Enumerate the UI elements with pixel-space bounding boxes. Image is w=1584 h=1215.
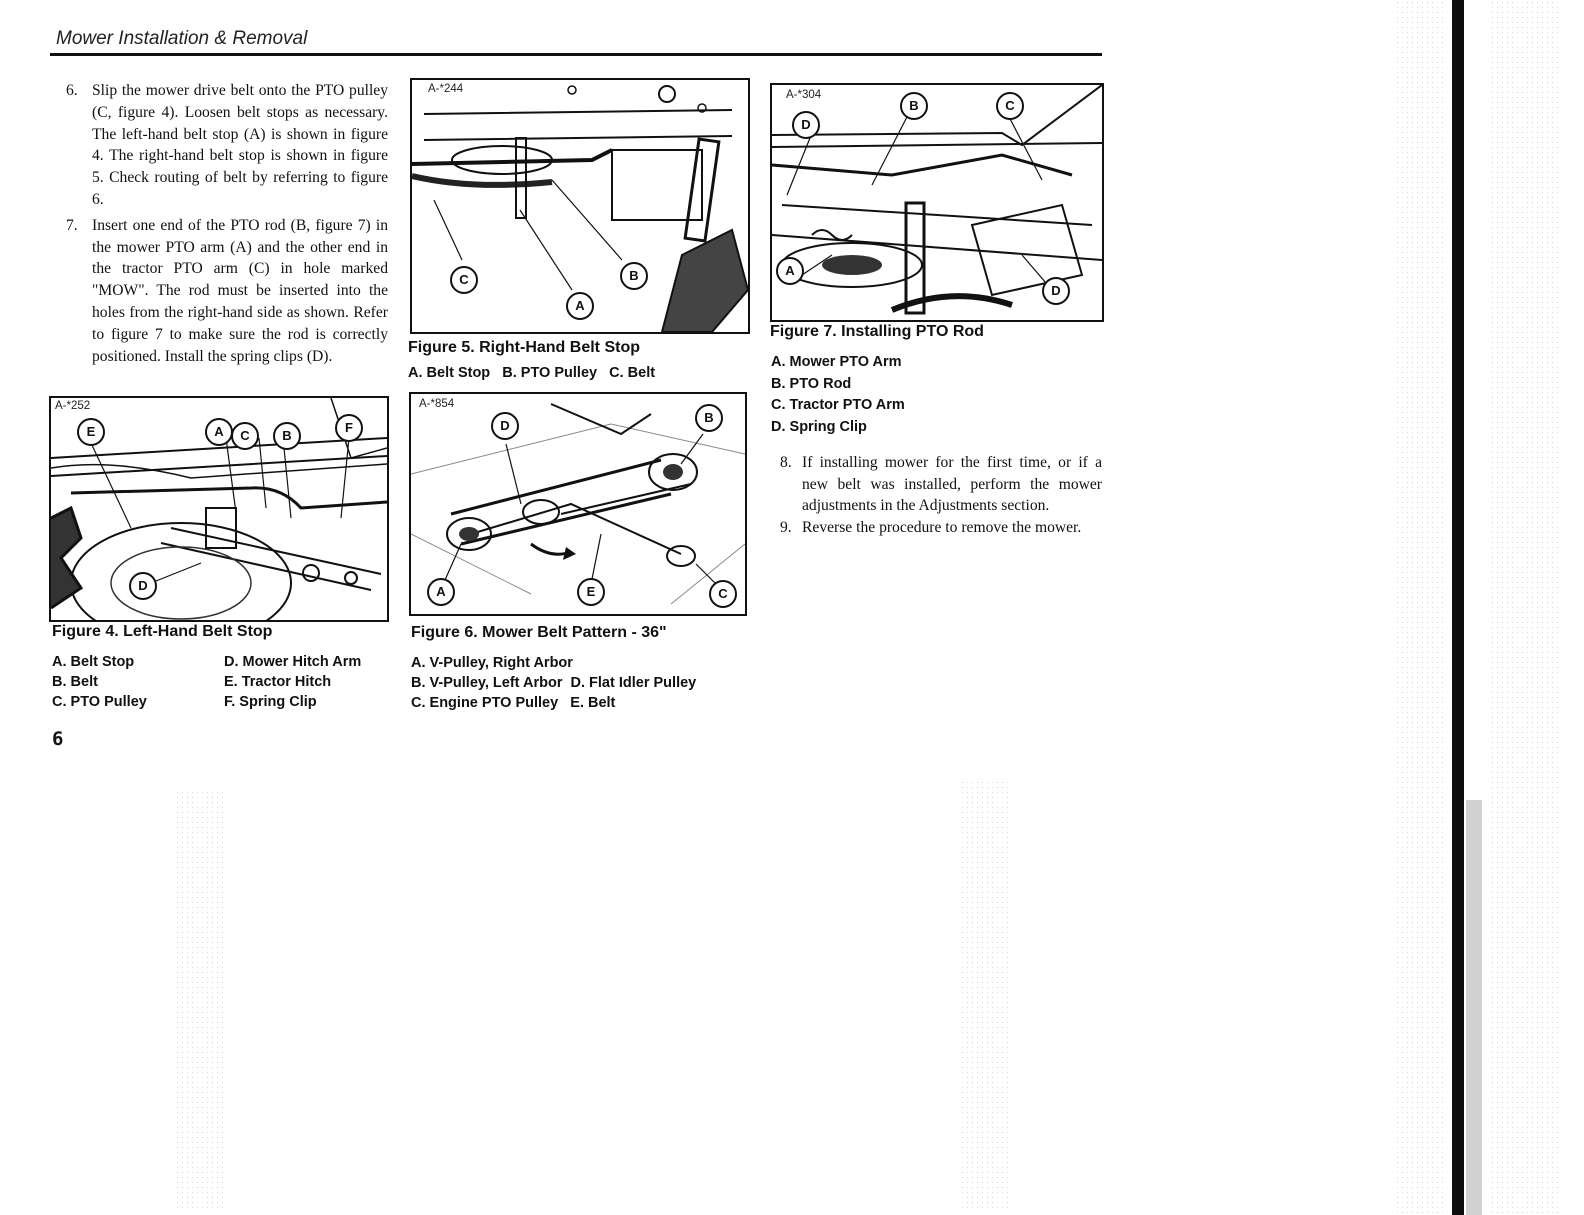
step-text: If installing mower for the first time, or if a new belt was installed, perform the mower adjustments in the Adjustments section. [802,454,1102,514]
figure-7-caption: Figure 7. Installing PTO Rod [770,323,984,340]
step-item [780,452,1102,517]
figure-4-legend-col2 [224,652,361,712]
figure-6-illustration [409,392,747,616]
scan-noise [175,790,225,1210]
step-number: 7. [66,216,78,234]
legend-item: A. Belt Stop [52,654,135,670]
legend-item: C. PTO Pulley [52,694,147,710]
step-item [780,517,1102,539]
figure-5-callout-a: A [566,292,594,320]
figure-4-legend-col1 [52,652,147,712]
steps-list-left [66,80,388,371]
legend-item: B. Belt [52,674,98,690]
step-text: Slip the mower drive belt onto the PTO pulley (C, figure 4). Loosen belt stops as necessary. The left-hand belt stop (A) is shown in figure 4. The right-hand belt stop is shown in figure 5. Check routing of belt by referring to figure 6. [92,82,388,208]
legend-item: F. Spring Clip [224,694,317,710]
scan-noise [960,780,1010,1210]
figure-7-callout-d-top: D [792,111,820,139]
step-item [66,80,388,211]
figure-4-callout-f: F [335,414,363,442]
figure-4-callout-c: C [231,422,259,450]
legend-item: A. V-Pulley, Right Arbor [411,655,573,671]
figure-6-caption: Figure 6. Mower Belt Pattern - 36" [411,624,667,641]
figure-4-callout-a: A [205,418,233,446]
legend-item: B. V-Pulley, Left Arbor D. Flat Idler Pulley [411,675,697,691]
figure-6-callout-e: E [577,578,605,606]
figure-5-id: A-*244 [428,83,464,95]
figure-7-callout-d-bottom: D [1042,277,1070,305]
figure-7-callout-a: A [776,257,804,285]
figure-7-id: A-*304 [786,89,822,101]
scan-noise [1490,0,1560,1215]
scan-binding-edge [1452,0,1464,1215]
step-text: Insert one end of the PTO rod (B, figure 7) in the mower PTO arm (A) and the other end in the tractor PTO arm (C) in hole marked "MOW". The rod must be inserted into the holes from the right-hand side as shown. Refer to figure 7 to make sure the rod is correctly positioned. Install the spring clips (D). [92,216,388,365]
figure-5-callout-c: C [450,266,478,294]
figure-6-legend [411,653,696,713]
legend-item: C. Tractor PTO Arm [771,397,905,413]
step-number: 9. [780,518,792,536]
legend-item: E. Tractor Hitch [224,674,332,690]
figure-5-caption: Figure 5. Right-Hand Belt Stop [408,339,640,356]
figure-6-callout-d: D [491,412,519,440]
figure-7-legend [771,352,905,438]
page-number: 6 [52,728,64,750]
section-header: Mower Installation & Removal [56,28,308,49]
figure-7-callout-c: C [996,92,1024,120]
figure-7-illustration [770,83,1104,322]
step-text: Reverse the procedure to remove the mower. [802,518,1082,536]
figure-6-callout-c: C [709,580,737,608]
step-item [66,215,388,368]
figure-5-callout-b: B [620,262,648,290]
legend-item: C. Engine PTO Pulley E. Belt [411,695,616,711]
figure-4-illustration [49,396,389,622]
legend-item: D. Spring Clip [771,418,867,435]
scan-edge-shading [1466,800,1482,1215]
steps-list-right [780,452,1102,538]
legend-item: A. Mower PTO Arm [771,354,902,370]
figure-6-id: A-*854 [419,398,455,410]
figure-6-callout-b: B [695,404,723,432]
figure-5-illustration [410,78,750,334]
figure-6-callout-a: A [427,578,455,606]
figure-6-drawing [411,394,745,614]
figure-7-callout-b: B [900,92,928,120]
header-rule [50,53,1102,56]
legend-item: B. PTO Rod [771,375,852,392]
figure-5-legend: A. Belt Stop B. PTO Pulley C. Belt [408,365,656,381]
step-number: 6. [66,82,78,99]
figure-4-callout-b: B [273,422,301,450]
figure-4-callout-d: D [129,572,157,600]
figure-4-caption: Figure 4. Left-Hand Belt Stop [52,623,273,640]
legend-item: D. Mower Hitch Arm [224,654,362,670]
scan-noise [1395,0,1445,1215]
figure-4-callout-e: E [77,418,105,446]
figure-4-id: A-*252 [55,400,91,412]
step-number: 8. [780,454,792,471]
